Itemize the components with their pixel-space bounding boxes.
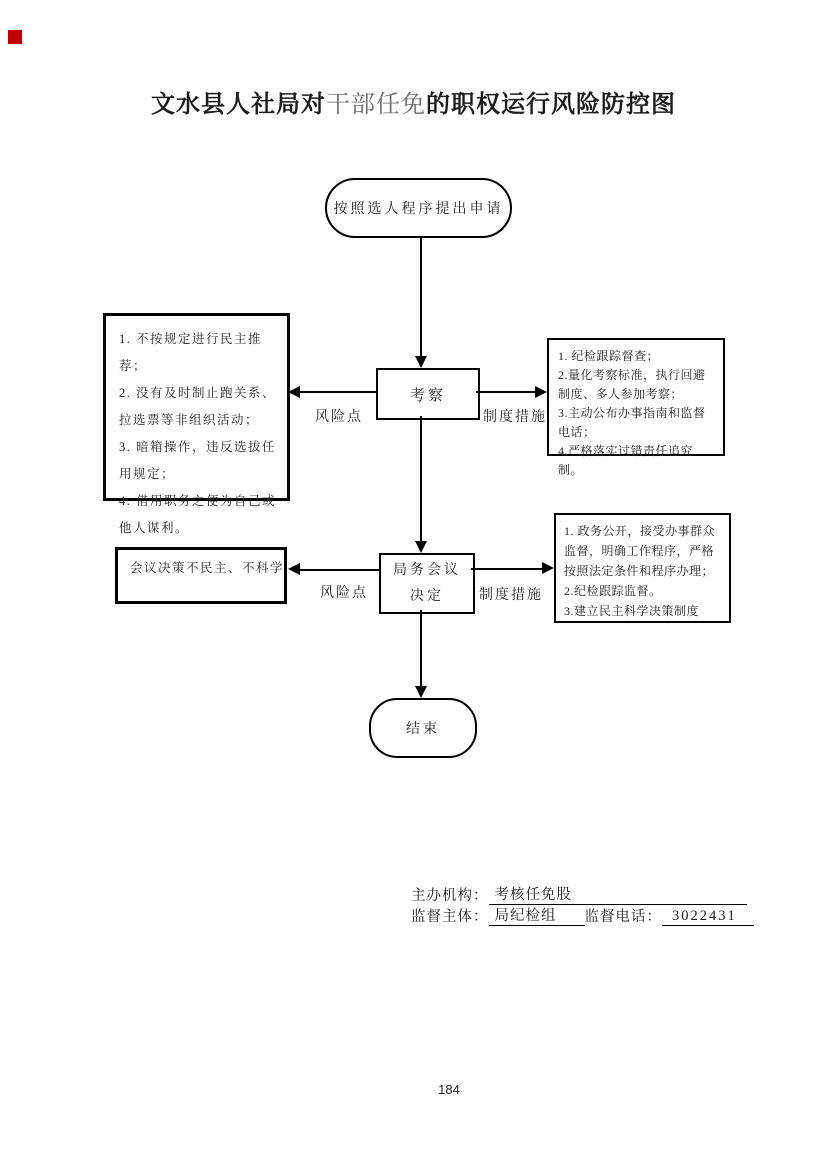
step2-risk-box	[115, 547, 287, 604]
page-title-suffix: 的职权运行风险防控图	[426, 91, 676, 118]
step1-node	[376, 368, 480, 420]
connector-step2-end	[420, 610, 422, 688]
arrowhead-down-icon	[415, 541, 427, 553]
measure-item: 3.主动公布办事指南和监督电话；	[558, 406, 706, 439]
connector-step2-measure	[471, 568, 543, 570]
red-corner-marker	[8, 30, 22, 44]
step2-label-line2: 决定	[410, 588, 444, 604]
risk-point-label: 风险点	[320, 586, 368, 601]
flow-start-node	[325, 178, 512, 238]
connector-start-step1	[420, 238, 422, 358]
page-title	[0, 84, 827, 119]
flow-end-node	[369, 698, 477, 758]
page-title-highlight: 干部任免	[326, 91, 426, 118]
step2-label-line1: 局务会议	[393, 562, 461, 578]
risk-item: 3. 暗箱操作，违反选拔任用规定；	[119, 440, 277, 481]
supervisor-row	[411, 905, 754, 926]
arrowhead-down-icon	[415, 686, 427, 698]
step1-label: 考察	[409, 387, 446, 404]
supervisor-label: 监督主体：	[411, 909, 489, 925]
measures-label: 制度措施	[483, 410, 547, 425]
risk-item: 会议决策不民主、不科学	[130, 561, 285, 575]
risk-point-label: 风险点	[315, 410, 363, 425]
measure-item: 3.建立民主科学决策制度	[564, 604, 700, 618]
arrowhead-left-icon	[288, 563, 300, 575]
phone-label: 监督电话：	[584, 909, 662, 925]
organizer-row	[411, 884, 754, 905]
connector-step1-measure	[476, 391, 536, 393]
flow-start-label: 按照选人程序提出申请	[333, 202, 504, 217]
footer-fields	[411, 884, 754, 926]
risk-item: 1. 不按规定进行民主推荐；	[119, 332, 263, 373]
step1-measure-box	[547, 338, 725, 477]
measure-item: 1. 纪检跟踪督查；	[558, 349, 660, 363]
measures-label: 制度措施	[479, 588, 543, 603]
step1-risk-box	[103, 313, 290, 535]
arrowhead-right-icon	[542, 562, 554, 574]
risk-item: 4. 借用职务之便为自己或他人谋利。	[119, 494, 277, 535]
page-number: 184	[438, 1082, 460, 1097]
measure-item: 2.纪检跟踪监督。	[564, 584, 662, 598]
arrowhead-left-icon	[288, 386, 300, 398]
arrowhead-right-icon	[535, 386, 547, 398]
organizer-value: 考核任免股	[489, 883, 747, 905]
connector-step1-step2	[420, 416, 422, 543]
measure-item: 4.严格落实过错责任追究制。	[558, 444, 694, 477]
arrowhead-down-icon	[415, 356, 427, 368]
organizer-label: 主办机构：	[411, 888, 489, 904]
connector-step1-risk	[299, 391, 376, 393]
supervisor-value: 局纪检组	[489, 904, 585, 926]
phone-value: 3022431	[662, 908, 754, 926]
step2-node	[379, 553, 475, 614]
flow-end-label: 结束	[406, 722, 440, 737]
risk-item: 2. 没有及时制止跑关系、拉选票等非组织活动；	[119, 386, 277, 427]
measure-item: 2.量化考察标准，执行回避制度、多人参加考察；	[558, 368, 706, 401]
connector-step2-risk	[299, 569, 379, 571]
measure-item: 1. 政务公开，接受办事群众监督，明确工作程序，严格按照法定条件和程序办理；	[564, 524, 716, 578]
page-title-prefix: 文水县人社局对	[151, 91, 326, 118]
step2-measure-box	[554, 513, 731, 623]
